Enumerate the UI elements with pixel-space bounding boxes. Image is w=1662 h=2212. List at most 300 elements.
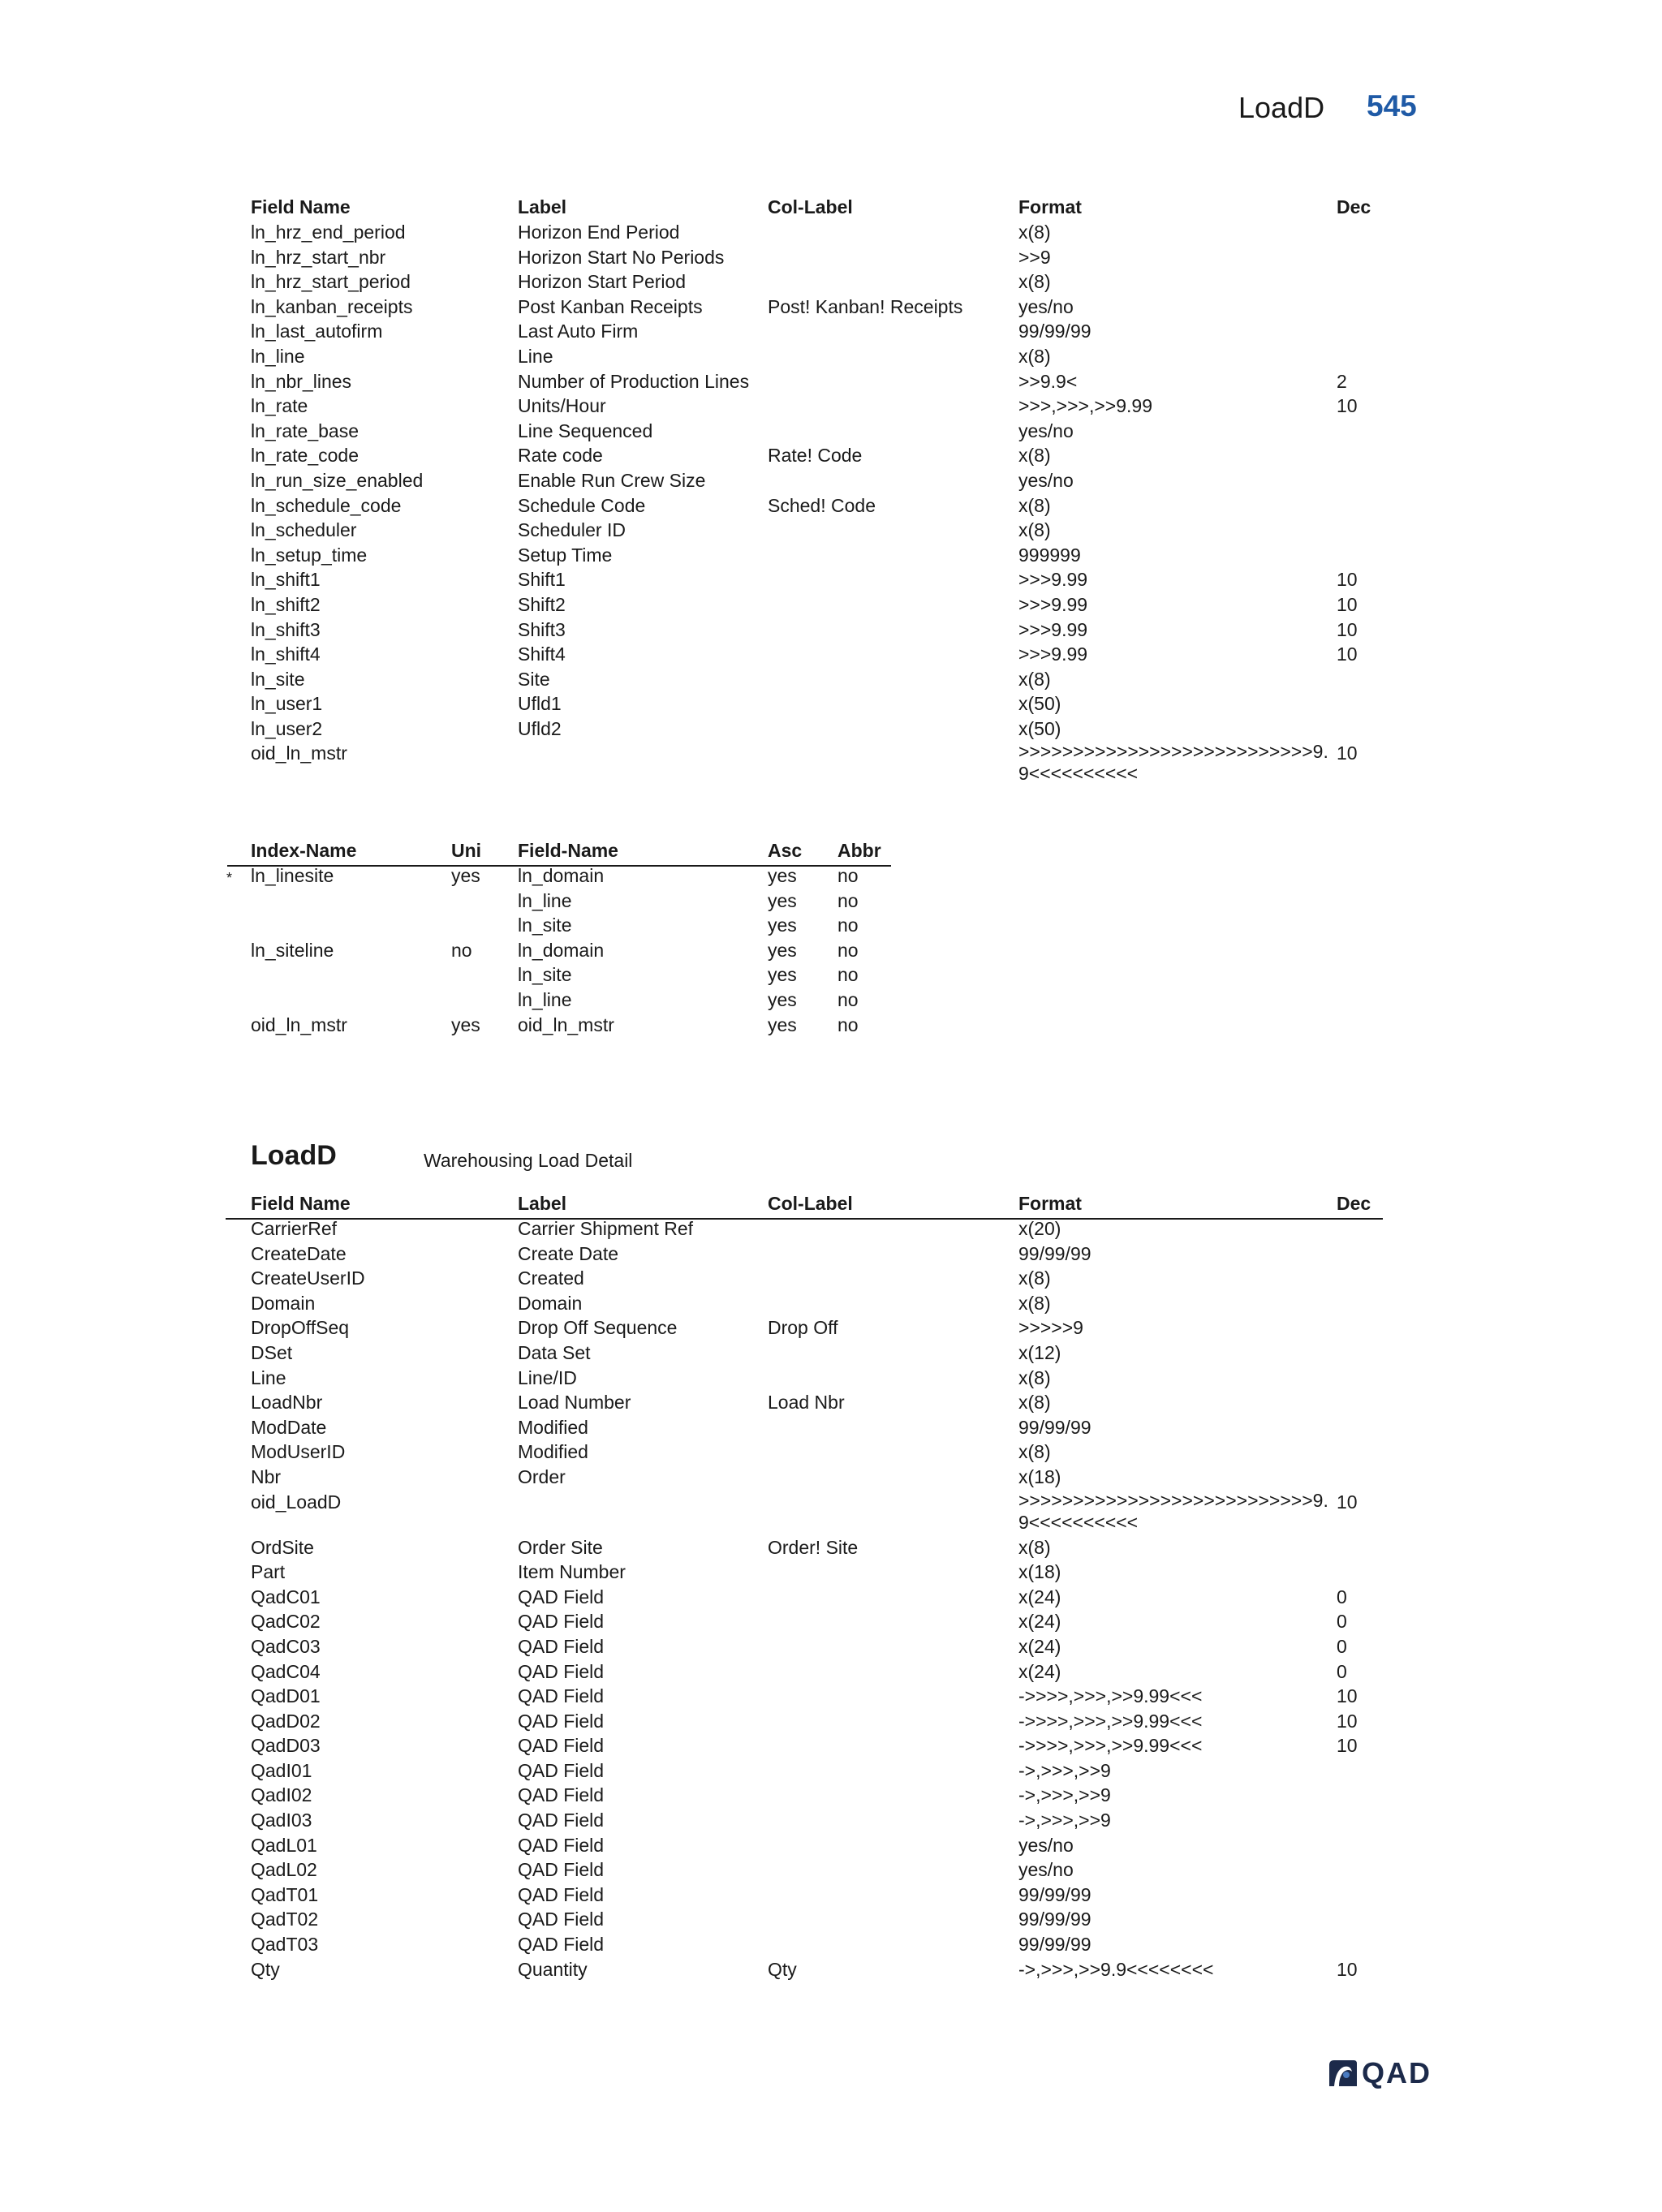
table-cell: x(8) <box>1018 1441 1051 1463</box>
table-cell: ln_shift1 <box>251 569 321 591</box>
table-cell: ln_line <box>518 988 572 1010</box>
table-cell: Qty <box>251 1958 280 1980</box>
table-header-row <box>251 838 892 863</box>
table-row <box>251 667 1387 692</box>
table-cell: Site <box>518 668 550 690</box>
table-cell: Nbr <box>251 1465 282 1487</box>
fields-table-loadd <box>251 1191 1387 1982</box>
table-cell: ln_last_autofirm <box>251 321 383 342</box>
table-cell: Rate! Code <box>768 445 863 467</box>
table-cell: Line <box>251 1366 286 1388</box>
table-cell: QAD Field <box>518 1685 605 1707</box>
table-cell: ln_site <box>518 914 572 936</box>
table-cell: x(8) <box>1018 345 1051 367</box>
table-cell: 99/99/99 <box>1018 1934 1091 1956</box>
header-format: Format <box>1018 196 1082 217</box>
table-cell: yes/no <box>1018 295 1074 317</box>
table-cell <box>768 618 1018 643</box>
table-cell <box>768 642 1018 667</box>
table-cell: ln_nbr_lines <box>251 370 352 392</box>
table-cell: oid_ln_mstr <box>251 1013 347 1035</box>
table-cell: Item Number <box>518 1561 626 1583</box>
table-cell <box>768 1684 1018 1709</box>
header-format: Format <box>1018 1193 1082 1214</box>
table-cell <box>768 543 1018 568</box>
table-cell <box>768 1932 1018 1957</box>
table-cell: CreateDate <box>251 1242 347 1264</box>
table-cell <box>1337 1808 1387 1833</box>
table-cell: no <box>837 939 859 961</box>
table-cell: Quantity <box>518 1958 588 1980</box>
table-cell: Setup Time <box>518 544 613 566</box>
table-cell: no <box>837 914 859 936</box>
table-cell: Scheduler ID <box>518 519 626 541</box>
table-cell: x(8) <box>1018 494 1051 516</box>
table-cell: 99/99/99 <box>1018 1416 1091 1438</box>
table-row <box>251 394 1387 419</box>
table-row <box>251 962 892 988</box>
table-cell: QadI01 <box>251 1759 312 1781</box>
table-cell: QadC03 <box>251 1635 321 1657</box>
table-cell <box>768 1242 1018 1267</box>
table-cell: CarrierRef <box>251 1218 338 1239</box>
table-row <box>251 245 1387 270</box>
table-cell <box>1337 518 1387 543</box>
table-cell: QadD01 <box>251 1685 321 1707</box>
table-cell <box>768 1733 1018 1758</box>
table-cell <box>251 988 451 1013</box>
table-cell <box>768 1634 1018 1659</box>
primary-index-marker: * <box>226 870 233 886</box>
table-cell: QadT02 <box>251 1909 319 1930</box>
table-cell: Ufld1 <box>518 693 562 715</box>
table-row <box>251 1857 1387 1883</box>
table-cell: 10 <box>1337 395 1358 417</box>
table-cell: yes/no <box>1018 1859 1074 1881</box>
table-cell: ->,>>>,>>9 <box>1018 1759 1111 1781</box>
table-cell <box>768 369 1018 394</box>
table-row <box>251 1465 1387 1490</box>
table-cell <box>768 1366 1018 1391</box>
table-cell <box>768 567 1018 592</box>
table-cell <box>1337 1266 1387 1291</box>
table-cell <box>1337 1291 1387 1316</box>
table-row <box>251 1291 1387 1316</box>
table-cell <box>1337 1366 1387 1391</box>
table-cell <box>768 1783 1018 1808</box>
table-cell <box>251 913 451 938</box>
table-row <box>251 1758 1387 1784</box>
table-cell: QAD Field <box>518 1710 605 1732</box>
table-cell: x(8) <box>1018 1392 1051 1414</box>
table-cell: x(8) <box>1018 1536 1051 1558</box>
table-cell: QAD Field <box>518 1611 605 1633</box>
table-cell: ->,>>>,>>9 <box>1018 1784 1111 1806</box>
table-cell: Modified <box>518 1441 588 1463</box>
header-label: Label <box>518 1193 567 1214</box>
table-cell <box>1337 691 1387 717</box>
table-cell: DropOffSeq <box>251 1317 350 1339</box>
fields-table-ln-mstr <box>251 195 1387 786</box>
table-cell: 99/99/99 <box>1018 1242 1091 1264</box>
table-cell: ln_hrz_start_period <box>251 271 411 293</box>
table-cell: ->,>>>,>>9 <box>1018 1810 1111 1831</box>
table-cell: yes <box>768 939 797 961</box>
table-cell <box>451 988 518 1013</box>
table-row <box>251 1013 892 1038</box>
table-cell <box>768 1833 1018 1858</box>
table-cell: Sched! Code <box>768 494 876 516</box>
table-row <box>251 1907 1387 1932</box>
table-cell: x(8) <box>1018 519 1051 541</box>
table-cell <box>1337 493 1387 519</box>
table-row <box>251 863 892 889</box>
table-cell: 10 <box>1337 593 1358 615</box>
table-cell <box>518 1490 768 1535</box>
table-row <box>251 592 1387 618</box>
table-cell: x(8) <box>1018 1292 1051 1314</box>
table-cell: QadC01 <box>251 1586 321 1607</box>
table-cell: QAD Field <box>518 1586 605 1607</box>
header-dec: Dec <box>1337 1193 1371 1214</box>
table-cell <box>1337 667 1387 692</box>
table-row <box>251 1341 1387 1366</box>
table-cell: x(18) <box>1018 1561 1061 1583</box>
table-cell: 999999 <box>1018 544 1081 566</box>
table-cell: Modified <box>518 1416 588 1438</box>
table-cell <box>1337 319 1387 344</box>
table-cell: ln_shift3 <box>251 618 321 640</box>
table-cell: >>9.9< <box>1018 370 1078 392</box>
table-cell: x(8) <box>1018 445 1051 467</box>
section-description: Warehousing Load Detail <box>424 1150 633 1171</box>
table-cell: Order! Site <box>768 1536 859 1558</box>
table-cell: yes <box>768 889 797 911</box>
table-cell: QAD Field <box>518 1810 605 1831</box>
table-cell: yes <box>451 865 480 886</box>
table-cell <box>1337 1216 1387 1242</box>
table-cell <box>768 344 1018 369</box>
table-cell: Enable Run Crew Size <box>518 469 706 491</box>
table-cell: Domain <box>251 1292 316 1314</box>
table-row <box>251 443 1387 468</box>
table-row <box>251 1709 1387 1734</box>
header-field-name: Field Name <box>251 1193 351 1214</box>
table-row <box>251 468 1387 493</box>
table-cell: no <box>837 889 859 911</box>
table-cell <box>768 319 1018 344</box>
table-cell: x(12) <box>1018 1341 1061 1363</box>
table-cell: QAD Field <box>518 1784 605 1806</box>
table-cell: Data Set <box>518 1341 591 1363</box>
table-cell: x(18) <box>1018 1465 1061 1487</box>
table-cell: 10 <box>1337 1491 1358 1513</box>
table-cell <box>768 419 1018 444</box>
table-row <box>251 1932 1387 1957</box>
table-cell <box>768 220 1018 245</box>
header-field-name: Field-Name <box>518 840 618 861</box>
table-cell: 10 <box>1337 1735 1358 1757</box>
table-row <box>251 691 1387 717</box>
table-cell <box>768 1440 1018 1465</box>
table-row <box>251 543 1387 568</box>
table-cell: QAD Field <box>518 1759 605 1781</box>
table-row <box>251 1366 1387 1391</box>
section-title: LoadD <box>251 1140 337 1171</box>
table-cell: Load Number <box>518 1392 631 1414</box>
table-row <box>251 741 1387 786</box>
table-cell: ->,>>>,>>9.9<<<<<<<< <box>1018 1958 1214 1980</box>
table-cell: yes <box>768 964 797 986</box>
table-cell: x(50) <box>1018 693 1061 715</box>
table-cell: Horizon Start Period <box>518 271 687 293</box>
table-row <box>251 1266 1387 1291</box>
table-cell: oid_LoadD <box>251 1491 342 1513</box>
table-cell: ln_site <box>518 964 572 986</box>
table-cell: Schedule Code <box>518 494 646 516</box>
table-cell: Domain <box>518 1292 583 1314</box>
table-row <box>251 419 1387 444</box>
table-cell <box>768 1266 1018 1291</box>
table-cell: CreateUserID <box>251 1267 365 1289</box>
table-cell: ln_line <box>251 345 305 367</box>
table-cell: 2 <box>1337 370 1347 392</box>
page-number: 545 <box>1367 89 1417 123</box>
table-cell: ln_domain <box>518 865 605 886</box>
header-abbr: Abbr <box>837 840 881 861</box>
table-cell: ln_shift4 <box>251 643 321 665</box>
table-cell: Carrier Shipment Ref <box>518 1218 694 1239</box>
table-cell: Shift2 <box>518 593 566 615</box>
table-row <box>251 1242 1387 1267</box>
table-cell: >>>9.99 <box>1018 618 1088 640</box>
table-cell: Line <box>518 345 553 367</box>
table-row <box>251 913 892 938</box>
table-cell <box>1337 295 1387 320</box>
table-cell: yes/no <box>1018 469 1074 491</box>
table-cell: x(8) <box>1018 271 1051 293</box>
table-cell <box>1337 1465 1387 1490</box>
table-cell <box>768 1415 1018 1440</box>
table-cell <box>1337 1833 1387 1858</box>
table-cell: 0 <box>1337 1586 1347 1607</box>
table-cell <box>1337 245 1387 270</box>
table-cell <box>768 1341 1018 1366</box>
table-cell <box>451 913 518 938</box>
table-row <box>251 1684 1387 1709</box>
table-cell <box>768 691 1018 717</box>
table-cell: QAD Field <box>518 1859 605 1881</box>
table-cell: Post Kanban Receipts <box>518 295 703 317</box>
table-cell: ln_rate_code <box>251 445 359 467</box>
table-header-row <box>251 1191 1387 1216</box>
table-cell: ->>>>,>>>,>>9.99<<< <box>1018 1735 1203 1757</box>
header-uni: Uni <box>451 840 482 861</box>
table-cell: QadL01 <box>251 1834 317 1856</box>
table-cell: ln_hrz_start_nbr <box>251 246 386 268</box>
table-cell: Last Auto Firm <box>518 321 639 342</box>
table-cell: ln_kanban_receipts <box>251 295 413 317</box>
table-cell: Line/ID <box>518 1366 577 1388</box>
qad-logo <box>1326 2056 1432 2090</box>
table-cell: 10 <box>1337 569 1358 591</box>
table-cell: >>9 <box>1018 246 1051 268</box>
table-row <box>251 1659 1387 1685</box>
table-cell: yes <box>768 914 797 936</box>
table-cell: ModDate <box>251 1416 327 1438</box>
table-cell <box>1337 1390 1387 1415</box>
table-row <box>251 1883 1387 1908</box>
table-row <box>251 319 1387 344</box>
table-row <box>251 1415 1387 1440</box>
table-cell: 10 <box>1337 618 1358 640</box>
table-cell <box>768 1291 1018 1316</box>
table-cell: ->>>>,>>>,>>9.99<<< <box>1018 1685 1203 1707</box>
table-cell: x(24) <box>1018 1660 1061 1682</box>
table-row <box>251 1957 1387 1982</box>
header-field-name: Field Name <box>251 196 351 217</box>
table-cell: Create Date <box>518 1242 619 1264</box>
table-header-row <box>251 195 1387 220</box>
table-cell <box>768 245 1018 270</box>
table-row <box>251 1733 1387 1758</box>
table-cell: QadI02 <box>251 1784 312 1806</box>
table-cell <box>1337 1440 1387 1465</box>
table-row <box>251 1440 1387 1465</box>
table-cell <box>768 1808 1018 1833</box>
table-cell: DSet <box>251 1341 293 1363</box>
table-cell: QadT01 <box>251 1883 319 1905</box>
header-col-label: Col-Label <box>768 196 853 217</box>
table-cell: LoadNbr <box>251 1392 323 1414</box>
table-cell: 10 <box>1337 1710 1358 1732</box>
table-cell: yes/no <box>1018 1834 1074 1856</box>
table-cell <box>1337 419 1387 444</box>
table-cell: Order <box>518 1465 566 1487</box>
table-cell: ln_rate <box>251 395 308 417</box>
table-cell: Shift4 <box>518 643 566 665</box>
table-cell <box>768 518 1018 543</box>
table-cell: >>>>>>>>>>>>>>>>>>>>>>>>>>>9.9<<<<<<<<<< <box>1018 1489 1328 1533</box>
header-dec: Dec <box>1337 196 1371 217</box>
table-row <box>251 1783 1387 1808</box>
table-cell: >>>9.99 <box>1018 569 1088 591</box>
table-cell: yes <box>768 865 797 886</box>
table-cell: ModUserID <box>251 1441 346 1463</box>
table-cell: Order Site <box>518 1536 603 1558</box>
table-cell: Load Nbr <box>768 1392 845 1414</box>
table-cell: yes <box>451 1013 480 1035</box>
table-row <box>251 618 1387 643</box>
table-cell <box>768 468 1018 493</box>
table-row <box>251 344 1387 369</box>
table-row <box>251 493 1387 519</box>
table-cell: 99/99/99 <box>1018 321 1091 342</box>
table-cell: ->>>>,>>>,>>9.99<<< <box>1018 1710 1203 1732</box>
table-cell: yes <box>768 1013 797 1035</box>
table-row <box>251 518 1387 543</box>
header-asc: Asc <box>768 840 803 861</box>
table-cell <box>768 1585 1018 1610</box>
table-cell: Line Sequenced <box>518 420 653 441</box>
table-cell: ln_schedule_code <box>251 494 402 516</box>
table-cell: >>>>>>>>>>>>>>>>>>>>>>>>>>>9.9<<<<<<<<<< <box>1018 741 1328 785</box>
table-cell <box>1337 443 1387 468</box>
table-cell <box>1337 717 1387 742</box>
table-cell: no <box>837 865 859 886</box>
table-cell: 0 <box>1337 1635 1347 1657</box>
table-cell: 0 <box>1337 1611 1347 1633</box>
table-cell <box>768 1216 1018 1242</box>
table-cell <box>251 962 451 988</box>
table-cell <box>251 889 451 914</box>
table-cell: QadC02 <box>251 1611 321 1633</box>
table-row <box>251 1490 1387 1535</box>
table-row <box>251 1634 1387 1659</box>
table-cell: OrdSite <box>251 1536 314 1558</box>
table-cell <box>1337 1907 1387 1932</box>
table-cell: x(50) <box>1018 717 1061 739</box>
table-cell: ln_linesite <box>251 865 334 886</box>
table-cell: QAD Field <box>518 1660 605 1682</box>
table-row <box>251 889 892 914</box>
table-cell <box>768 1465 1018 1490</box>
table-cell: Qty <box>768 1958 797 1980</box>
table-cell: Rate code <box>518 445 603 467</box>
table-cell: x(24) <box>1018 1635 1061 1657</box>
table-cell: ln_shift2 <box>251 593 321 615</box>
table-cell <box>1337 1315 1387 1341</box>
table-cell: 0 <box>1337 1660 1347 1682</box>
table-row <box>251 1560 1387 1585</box>
table-cell: x(20) <box>1018 1218 1061 1239</box>
table-cell: Post! Kanban! Receipts <box>768 295 963 317</box>
table-cell: QAD Field <box>518 1834 605 1856</box>
table-cell <box>768 1857 1018 1883</box>
table-cell: x(8) <box>1018 222 1051 243</box>
table-cell: QadL02 <box>251 1859 317 1881</box>
table-row <box>251 1315 1387 1341</box>
table-cell <box>1337 1341 1387 1366</box>
table-cell <box>768 667 1018 692</box>
table-row <box>251 295 1387 320</box>
table-row <box>251 1609 1387 1634</box>
table-row <box>251 1535 1387 1560</box>
table-cell: ln_domain <box>518 939 605 961</box>
table-cell <box>768 269 1018 295</box>
table-cell <box>768 592 1018 618</box>
table-cell: x(8) <box>1018 1366 1051 1388</box>
table-row <box>251 1216 1387 1242</box>
table-cell: >>>9.99 <box>1018 643 1088 665</box>
table-row <box>251 369 1387 394</box>
table-cell <box>1337 1932 1387 1957</box>
table-cell <box>768 1609 1018 1634</box>
table-cell <box>1337 344 1387 369</box>
table-row <box>251 717 1387 742</box>
table-cell: QadD03 <box>251 1735 321 1757</box>
table-cell <box>1337 1758 1387 1784</box>
table-cell <box>1337 468 1387 493</box>
table-cell <box>1337 1535 1387 1560</box>
table-cell: >>>,>>>,>>9.99 <box>1018 395 1152 417</box>
table-cell: yes <box>768 988 797 1010</box>
table-cell: QAD Field <box>518 1909 605 1930</box>
table-row <box>251 1585 1387 1610</box>
table-cell: QadI03 <box>251 1810 312 1831</box>
header-col-label: Col-Label <box>768 1193 853 1214</box>
page-header-title: LoadD <box>1238 91 1325 124</box>
